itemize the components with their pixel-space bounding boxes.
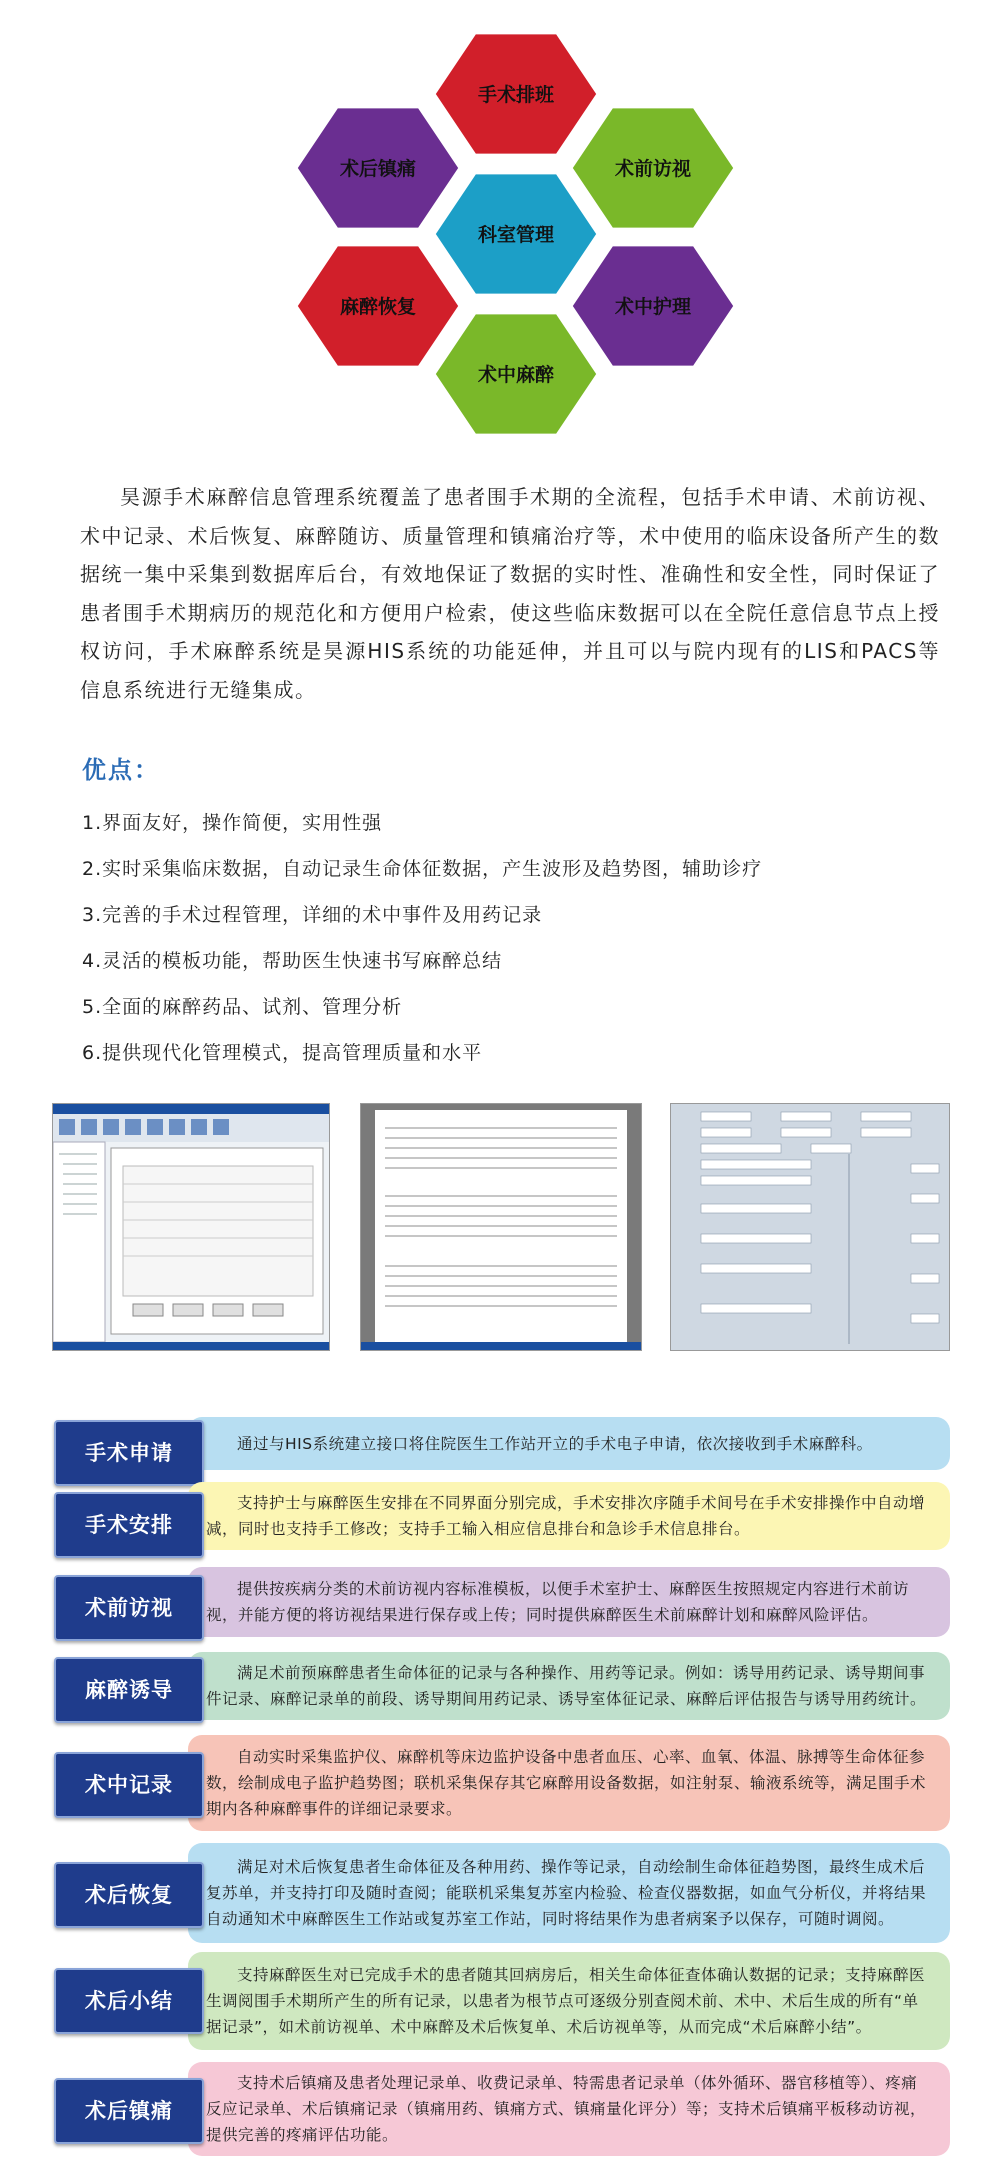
feature-label-intraop-record: 术中记录 bbox=[54, 1752, 204, 1818]
hexagon-label-intraop-anesthesia: 术中麻醉 bbox=[477, 364, 555, 386]
screenshot-anesthesia-form bbox=[670, 1103, 950, 1351]
advantage-item: 3.完善的手术过程管理，详细的术中事件及用药记录 bbox=[82, 904, 543, 926]
hexagon-label-dept-management: 科室管理 bbox=[477, 224, 555, 246]
advantage-item: 4.灵活的模板功能，帮助医生快速书写麻醉总结 bbox=[82, 950, 503, 972]
feature-desc-surgery-arrangement: 支持护士与麻醉医生安排在不同界面分别完成，手术安排次序随手术间号在手术安排操作中自动增减，同时也支持手工修改；支持手工输入相应信息排台和急诊手术信息排台。 bbox=[188, 1482, 950, 1550]
feature-desc-preop-visit: 提供按疾病分类的术前访视内容标准模板，以便手术室护士、麻醉医生按照规定内容进行术前访视，并能方便的将访视结果进行保存或上传；同时提供麻醉医生术前麻醉计划和麻醉风险评估。 bbox=[188, 1567, 950, 1637]
feature-label-postop-summary: 术后小结 bbox=[54, 1968, 204, 2034]
advantages-list bbox=[82, 800, 942, 1076]
advantage-item: 2.实时采集临床数据，自动记录生命体征数据，产生波形及趋势图，辅助诊疗 bbox=[82, 858, 763, 880]
feature-desc-intraop-record: 自动实时采集监护仪、麻醉机等床边监护设备中患者血压、心率、血氧、体温、脉搏等生命体征参数，绘制成电子监护趋势图；联机采集保存其它麻醉用设备数据，如注射泵、输液系统等，满足围手术期内各种麻醉事件的详细记录要求。 bbox=[188, 1735, 950, 1831]
feature-desc-surgery-application: 通过与HIS系统建立接口将住院医生工作站开立的手术电子申请，依次接收到手术麻醉科。 bbox=[188, 1417, 950, 1470]
screenshot-surgery-application-window bbox=[52, 1103, 330, 1351]
feature-desc-postop-recovery: 满足对术后恢复患者生命体征及各种用药、操作等记录，自动绘制生命体征趋势图，最终生成术后复苏单，并支持打印及随时查阅；能联机采集复苏室内检验、检查仪器数据，如血气分析仪，并将结果自动通知术中麻醉医生工作站或复苏室工作站，同时将结果作为患者病案予以保存，可随时调阅。 bbox=[188, 1843, 950, 1943]
feature-label-postop-analgesia: 术后镇痛 bbox=[54, 2078, 204, 2144]
intro-paragraph: 昊源手术麻醉信息管理系统覆盖了患者围手术期的全流程，包括手术申请、术前访视、术中记录、术后恢复、麻醉随访、质量管理和镇痛治疗等，术中使用的临床设备所产生的数据统一集中采集到数据库后台，有效地保证了数据的实时性、准确性和安全性，同时保证了患者围手术期病历的规范化和方便用户检索，使这些临床数据可以在全院任意信息节点上授权访问，手术麻醉系统是昊源HIS系统的功能延伸，并且可以与院内现有的LIS和PACS等信息系统进行无缝集成。 bbox=[80, 485, 940, 702]
advantage-item: 5.全面的麻醉药品、试剂、管理分析 bbox=[82, 996, 403, 1018]
feature-label-surgery-arrangement: 手术安排 bbox=[54, 1492, 204, 1558]
feature-label-preop-visit: 术前访视 bbox=[54, 1575, 204, 1641]
advantage-item: 6.提供现代化管理模式，提高管理质量和水平 bbox=[82, 1042, 483, 1064]
module-hexagon-diagram bbox=[0, 0, 1000, 450]
screenshot-schedule-report bbox=[360, 1103, 642, 1351]
hexagon-label-preop-visit: 术前访视 bbox=[614, 158, 692, 180]
hexagon-label-postop-analgesia: 术后镇痛 bbox=[339, 158, 417, 180]
feature-label-postop-recovery: 术后恢复 bbox=[54, 1862, 204, 1928]
hexagon-label-surgery-schedule: 手术排班 bbox=[477, 84, 555, 106]
feature-label-surgery-application: 手术申请 bbox=[54, 1420, 204, 1486]
feature-label-anesthesia-induction: 麻醉诱导 bbox=[54, 1657, 204, 1723]
feature-desc-postop-analgesia: 支持术后镇痛及患者处理记录单、收费记录单、特需患者记录单（体外循环、器官移植等）、疼痛反应记录单、术后镇痛记录（镇痛用药、镇痛方式、镇痛量化评分）等；支持术后镇痛平板移动访视，提供完善的疼痛评估功能。 bbox=[188, 2062, 950, 2156]
feature-desc-anesthesia-induction: 满足术前预麻醉患者生命体征的记录与各种操作、用药等记录。例如：诱导用药记录、诱导期间事件记录、麻醉记录单的前段、诱导期间用药记录、诱导室体征记录、麻醉后评估报告与诱导用药统计。 bbox=[188, 1652, 950, 1720]
hexagon-label-anesthesia-recovery: 麻醉恢复 bbox=[339, 296, 417, 318]
advantages-title: 优点： bbox=[82, 756, 160, 784]
advantage-item: 1.界面友好，操作简便，实用性强 bbox=[82, 812, 383, 834]
feature-desc-postop-summary: 支持麻醉医生对已完成手术的患者随其回病房后，相关生命体征查体确认数据的记录；支持麻醉医生调阅围手术期所产生的所有记录，以患者为根节点可逐级分别查阅术前、术中、术后生成的所有“单据记录”，如术前访视单、术中麻醉及术后恢复单、术后访视单等，从而完成“术后麻醉小结”。 bbox=[188, 1952, 950, 2050]
hexagon-label-intraop-care: 术中护理 bbox=[614, 296, 692, 318]
